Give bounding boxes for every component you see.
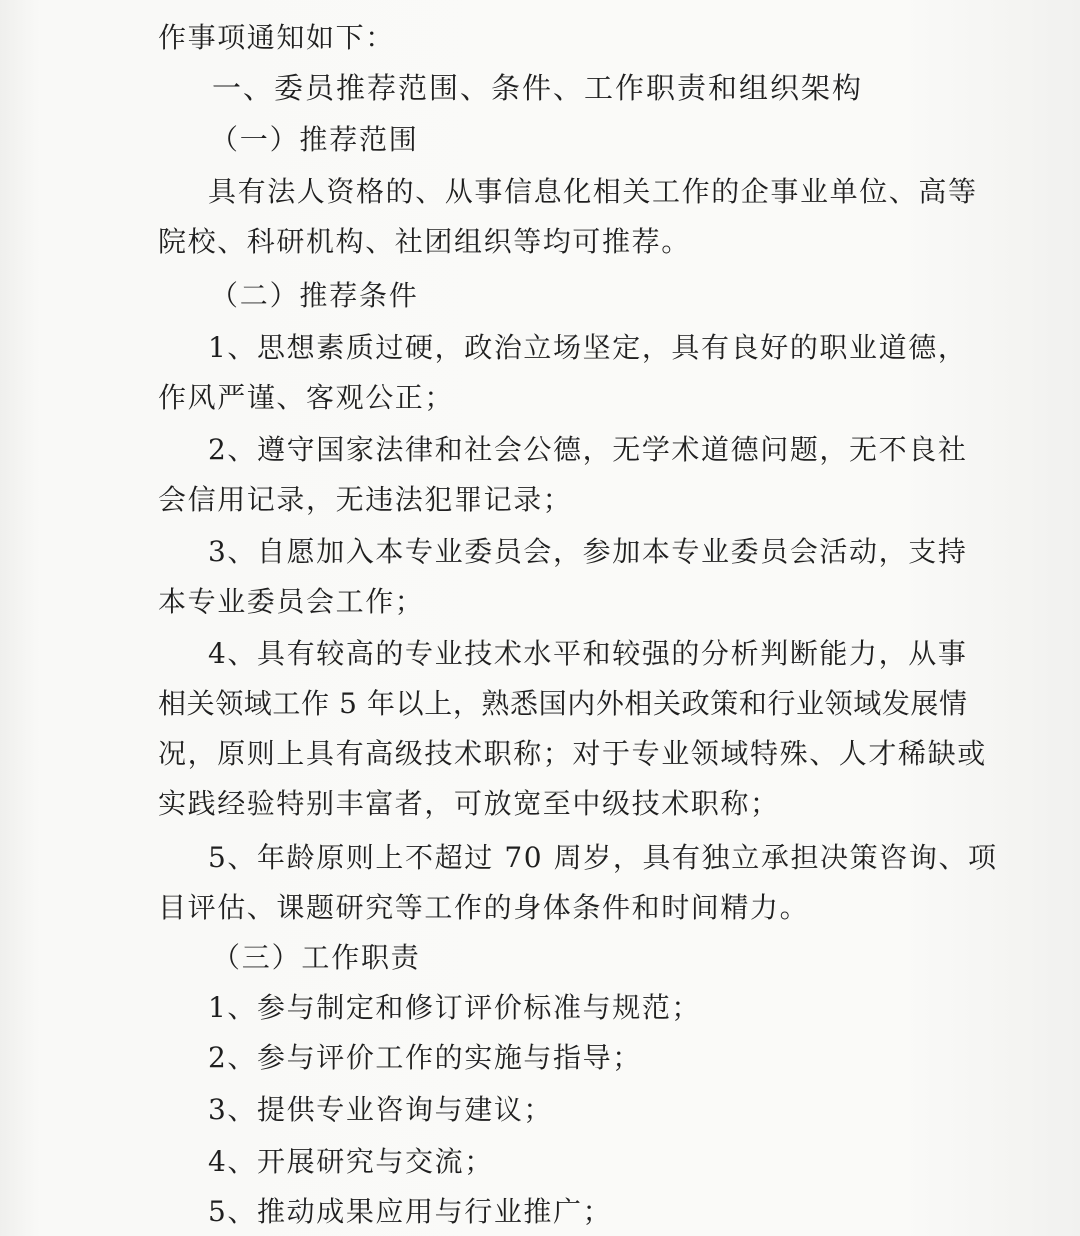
cond5-line2: 目评估、课题研究等工作的身体条件和时间精力。 — [158, 891, 810, 924]
cond1-line2: 作风严谨、客观公正； — [158, 381, 455, 414]
cond1-line1: 1、思想素质过硬，政治立场坚定，具有良好的职业道德， — [208, 331, 968, 364]
cond2-line1: 2、遵守国家法律和社会公德，无学术道德问题，无不良社 — [208, 433, 968, 466]
duty2-line: 2、参与评价工作的实施与指导； — [208, 1041, 642, 1074]
cond3-line2: 本专业委员会工作； — [158, 585, 425, 618]
sub1-para-line1: 具有法人资格的、从事信息化相关工作的企事业单位、高等 — [208, 175, 978, 208]
sub1-heading: （一）推荐范围 — [210, 123, 419, 156]
cond5-line1: 5、年龄原则上不超过 70 周岁，具有独立承担决策咨询、项 — [208, 841, 998, 874]
intro-tail-text: 作事项通知如下： — [158, 21, 395, 54]
cond4-line2: 相关领域工作 5 年以上，熟悉国内外相关政策和行业领域发展情 — [158, 687, 968, 720]
cond3-line1: 3、自愿加入本专业委员会，参加本专业委员会活动，支持 — [208, 535, 968, 568]
duty4-line: 4、开展研究与交流； — [208, 1145, 494, 1178]
duty3-line: 3、提供专业咨询与建议； — [208, 1093, 554, 1126]
sub2-heading: （二）推荐条件 — [210, 279, 419, 312]
cond4-line4: 实践经验特别丰富者，可放宽至中级技术职称； — [158, 787, 780, 820]
sub3-heading: （三）工作职责 — [212, 941, 421, 974]
cond2-line2: 会信用记录，无违法犯罪记录； — [158, 483, 573, 516]
cond4-line1: 4、具有较高的专业技术水平和较强的分析判断能力，从事 — [208, 637, 968, 670]
sub1-para-line2: 院校、科研机构、社团组织等均可推荐。 — [158, 225, 691, 258]
duty1-line: 1、参与制定和修订评价标准与规范； — [208, 991, 702, 1024]
cond4-line3: 况，原则上具有高级技术职称；对于专业领域特殊、人才稀缺或 — [158, 737, 987, 770]
duty5-line: 5、推动成果应用与行业推广； — [208, 1195, 613, 1228]
section1-heading: 一、委员推荐范围、条件、工作职责和组织架构 — [212, 71, 864, 105]
